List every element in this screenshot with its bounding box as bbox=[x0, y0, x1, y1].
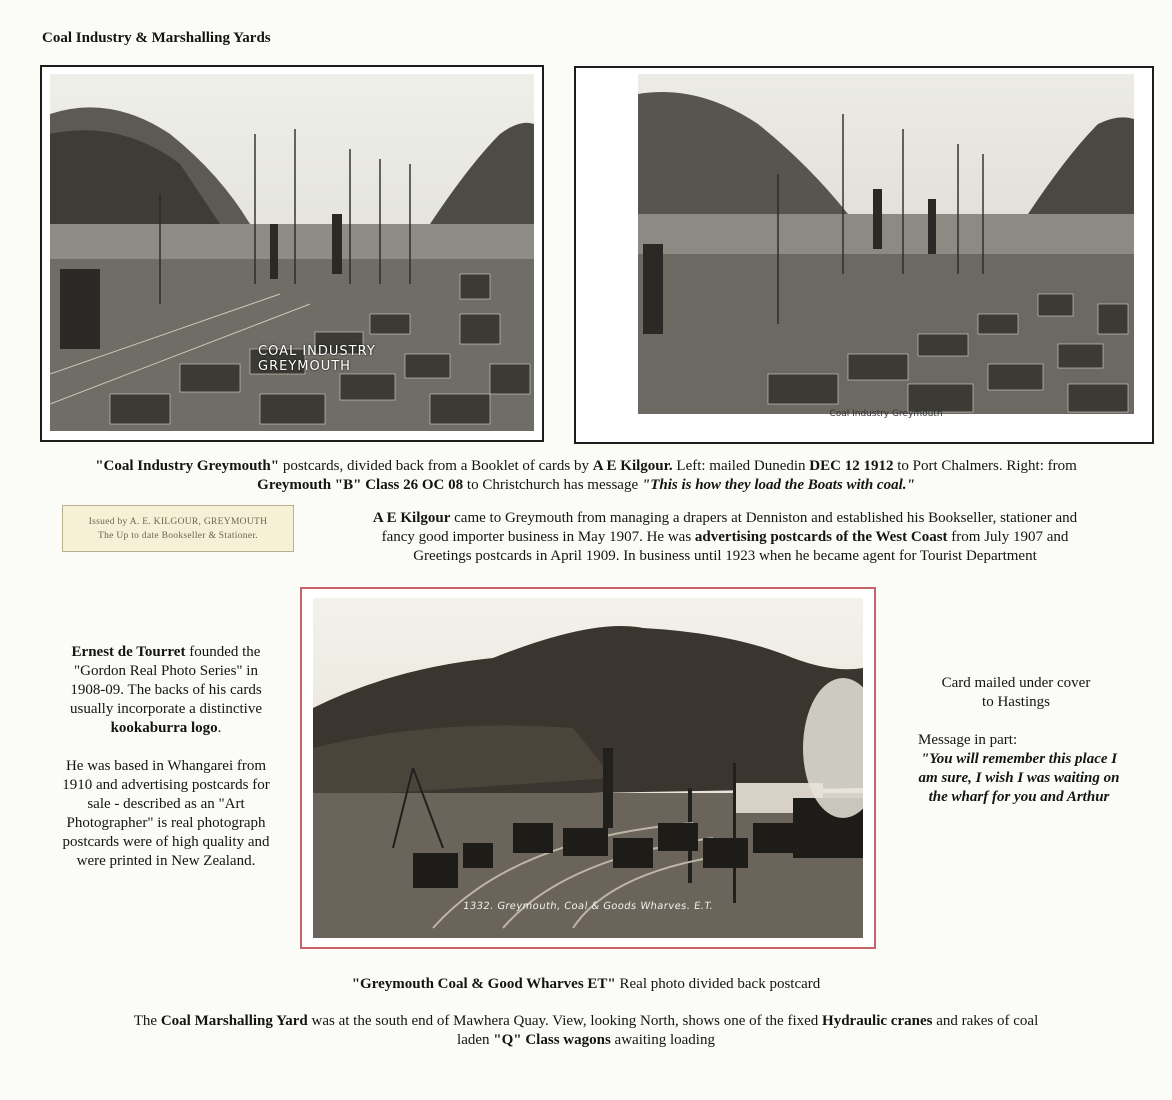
caption-bottom-text: Real photo divided back postcard bbox=[615, 976, 821, 992]
caption-bottom-title: "Greymouth Coal & Good Wharves ET" bbox=[351, 976, 616, 992]
kilgour-text-4: Greetings postcards in April 1909. In business until 1923 when he became agent for Tourist Department bbox=[413, 548, 1037, 564]
yard-text-4: laden bbox=[457, 1032, 494, 1048]
postcard-bottom bbox=[300, 587, 876, 949]
page-title: Coal Industry & Marshalling Yards bbox=[42, 30, 271, 46]
yard-note bbox=[20, 1012, 1152, 1050]
tourret-logo: kookaburra logo bbox=[110, 720, 218, 736]
caption-text-4: to Christchurch has message bbox=[463, 477, 642, 493]
tourret-text-1: founded the "Gordon Real Photo Series" in 1908-09. The backs of his cards usually incorporate a distinctive bbox=[69, 644, 263, 717]
caption-postmark: Greymouth "B" Class 26 OC 08 bbox=[257, 477, 464, 493]
kilgour-name: A E Kilgour bbox=[372, 510, 451, 526]
caption-title: "Coal Industry Greymouth" bbox=[95, 458, 280, 474]
yard-marshalling: Coal Marshalling Yard bbox=[160, 1013, 308, 1029]
kilgour-text-1: came to Greymouth from managing a drapers at Denniston and established his Bookseller, stationer and bbox=[450, 510, 1078, 526]
caption-bottom bbox=[20, 975, 1152, 994]
caption-date: DEC 12 1912 bbox=[809, 458, 894, 474]
yard-cranes: Hydraulic cranes bbox=[822, 1013, 933, 1029]
yard-wagons: "Q" Class wagons bbox=[493, 1032, 611, 1048]
kilgour-text-3: from July 1907 and bbox=[947, 529, 1069, 545]
yard-text-3: and rakes of coal bbox=[932, 1013, 1039, 1029]
caption-text-1: postcards, divided back from a Booklet of cards by bbox=[279, 458, 593, 474]
overlay-line-2: GREYMOUTH bbox=[258, 359, 351, 374]
overlay-line-1: COAL INDUSTRY bbox=[258, 344, 376, 359]
mail-note-line-1: Card mailed under cover bbox=[941, 675, 1091, 691]
yard-text-1: The bbox=[133, 1013, 161, 1029]
caption-text-2: Left: mailed Dunedin bbox=[672, 458, 810, 474]
postcard-right bbox=[574, 66, 1154, 444]
kilgour-bio bbox=[320, 509, 1130, 566]
coal-industry-photo-left bbox=[50, 74, 534, 431]
kilgour-text-2: fancy good importer business in May 1907. He was bbox=[381, 529, 695, 545]
coal-industry-photo-right bbox=[638, 74, 1134, 414]
postcard-left bbox=[40, 65, 544, 442]
message-quote: "You will remember this place I am sure, I wish I was waiting on the wharf for you and Arthur bbox=[918, 751, 1120, 805]
tourret-text-2: . bbox=[217, 720, 222, 736]
caption-top bbox=[20, 457, 1152, 495]
kilgour-advertising: advertising postcards of the West Coast bbox=[694, 529, 948, 545]
coal-wharves-photo bbox=[313, 598, 863, 938]
mail-note bbox=[925, 674, 1107, 712]
stamp-line-1: Issued by A. E. KILGOUR, GREYMOUTH bbox=[88, 517, 268, 527]
stamp-line-2: The Up to date Bookseller & Stationer. bbox=[98, 531, 258, 541]
message-label: Message in part: bbox=[918, 732, 1018, 748]
yard-text-2: was at the south end of Mawhera Quay. View, looking North, shows one of the fixed bbox=[307, 1013, 823, 1029]
mail-note-line-2: to Hastings bbox=[982, 694, 1050, 710]
printed-caption-bottom: 1332. Greymouth, Coal & Goods Wharves. E.T. bbox=[462, 901, 714, 912]
tourret-name: Ernest de Tourret bbox=[71, 644, 186, 660]
printed-caption-right: Coal Industry Greymouth bbox=[829, 409, 943, 419]
yard-text-5: awaiting loading bbox=[610, 1032, 715, 1048]
caption-text-3: to Port Chalmers. Right: from bbox=[893, 458, 1077, 474]
tourret-text-3: He was based in Whangarei from 1910 and advertising postcards for sale - described as an "Art Photographer" is real photograph postcards were of high quality and were printed in New Zealand. bbox=[62, 758, 270, 869]
publisher-stamp bbox=[62, 505, 294, 552]
caption-message: "This is how they load the Boats with coal." bbox=[641, 477, 915, 493]
tourret-bio bbox=[58, 643, 274, 871]
caption-publisher: A E Kilgour. bbox=[592, 458, 673, 474]
